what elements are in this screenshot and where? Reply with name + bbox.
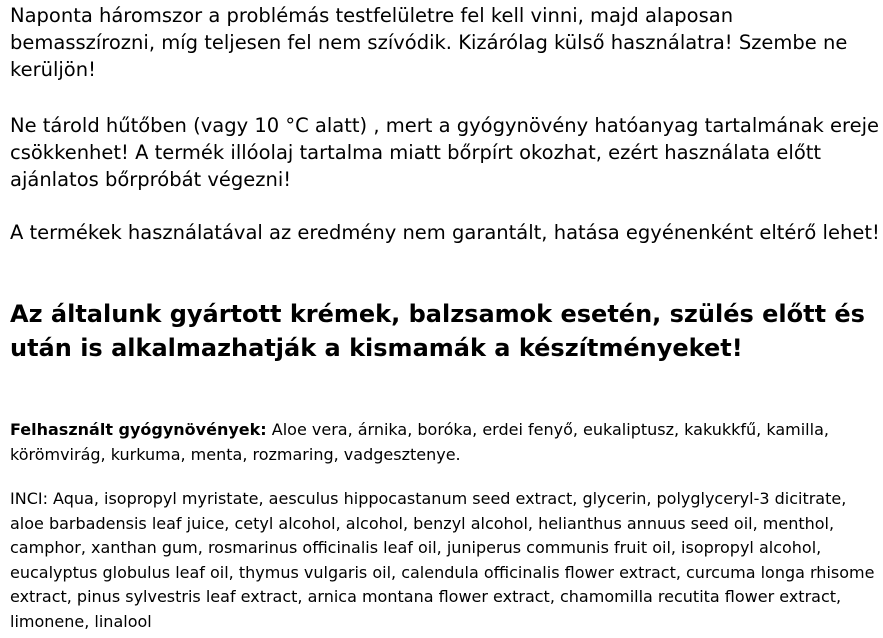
herbs-list: Aloe vera, árnika, boróka, erdei fenyő, eukaliptusz, kakukkfű, kamilla, körömvirág, kurkuma, menta, rozmaring, vadgesztenye. — [10, 420, 829, 464]
pregnancy-safety-headline: Az általunk gyártott krémek, balzsamok esetén, szülés előtt és után is alkalmazhatják a kismamák a készítményeket! — [10, 300, 865, 362]
herbs-label: Felhasznált gyógynövények: — [10, 420, 267, 439]
inci-ingredients: INCI: Aqua, isopropyl myristate, aesculus hippocastanum seed extract, glycerin, polyglyceryl-3 dicitrate, aloe barbadensis leaf juice, cetyl alcohol, alcohol, benzyl alcohol, helianthus annuus seed oil, menthol, camphor, xanthan gum, rosmarinus officinalis leaf oil, juniperus communis fruit oil, isopropyl alcohol, eucalyptus globulus leaf oil, thymus vulgaris oil, calendula officinalis flower extract, curcuma longa rhisome extract, pinus sylvestris leaf extract, arnica montana flower extract, chamomilla recutita flower extract, limonene, linalool — [10, 489, 875, 631]
herbs-paragraph — [10, 418, 882, 467]
storage-warning-paragraph: Ne tárold hűtőben (vagy 10 °C alatt) , mert a gyógynövény hatóanyag tartalmának ereje csökkenhet! A termék illóolaj tartalma miatt bőrpírt okozhat, ezért használata előtt ajánlatos bőrpróbát végezni! — [10, 114, 880, 191]
usage-paragraph: Naponta háromszor a problémás testfelületre fel kell vinni, majd alaposan bemasszírozni, míg teljesen fel nem szívódik. Kizárólag külső használatra! Szembe ne kerüljön! — [10, 4, 848, 81]
disclaimer-paragraph: A termékek használatával az eredmény nem garantált, hatása egyénenként eltérő lehet! — [10, 221, 880, 244]
